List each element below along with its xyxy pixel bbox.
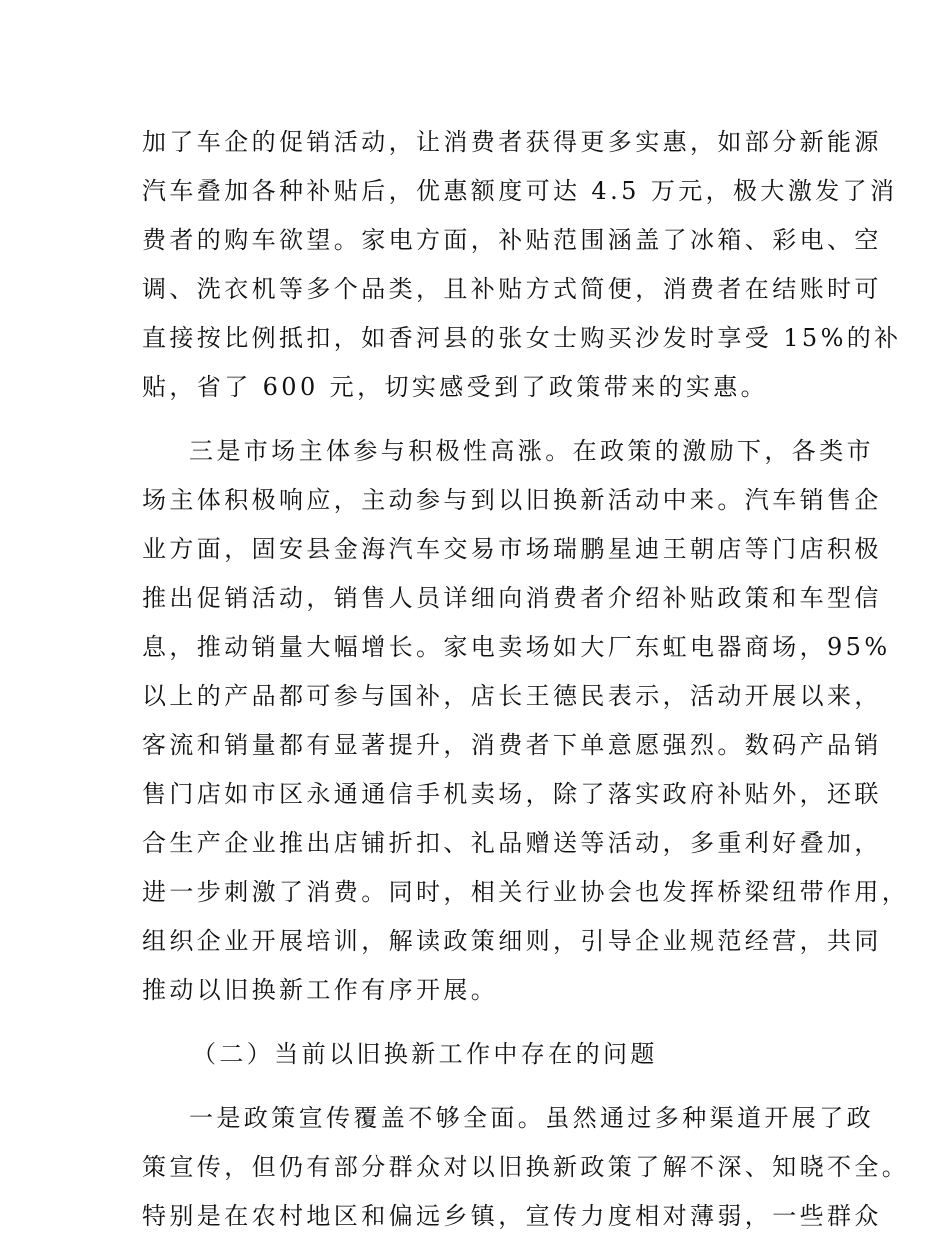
paragraph-publicity-issues [142,1094,910,1241]
text-line: 合生产企业推出店铺折扣、礼品赠送等活动，多重利好叠加， [142,829,882,857]
paragraph-spacer [142,412,827,427]
paragraph-market-participation [142,427,910,1015]
text-line: 以上的产品都可参与国补，店长王德民表示，活动开展以来， [142,682,882,710]
text-line: 进一步刺激了消费。同时，相关行业协会也发挥桥梁纽带作用， [142,878,910,906]
paragraph-spacer [142,1079,827,1094]
text-line: 客流和销量都有显著提升，消费者下单意愿强烈。数码产品销 [142,731,882,759]
text-line: 一是政策宣传覆盖不够全面。虽然通过多种渠道开展了政 [189,1104,874,1132]
text-line: 调、洗衣机等多个品类，且补贴方式简便，消费者在结账时可 [142,275,882,303]
section-heading: （二）当前以旧换新工作中存在的问题 [192,1040,658,1068]
text-line: 特别是在农村地区和偏远乡镇，宣传力度相对薄弱，一些群众 [142,1202,882,1230]
text-line: 息，推动销量大幅增长。家电卖场如大厂东虹电器商场，95% [142,633,891,661]
text-line: 费者的购车欲望。家电方面，补贴范围涵盖了冰箱、彩电、空 [142,226,882,254]
text-line: 场主体积极响应，主动参与到以旧换新活动中来。汽车销售企 [142,486,882,514]
text-line: 贴，省了 600 元，切实感受到了政策带来的实惠。 [142,373,769,401]
text-line: 加了车企的促销活动，让消费者获得更多实惠，如部分新能源 [142,128,882,156]
paragraph-spacer [142,1015,827,1030]
text-line: 策宣传，但仍有部分群众对以旧换新政策了解不深、知晓不全。 [142,1153,910,1181]
text-line: 汽车叠加各种补贴后，优惠额度可达 4.5 万元，极大激发了消 [142,177,898,205]
text-line: 推出促销活动，销售人员详细向消费者介绍补贴政策和车型信 [142,584,882,612]
text-line: 推动以旧换新工作有序开展。 [142,976,499,1004]
text-line: 三是市场主体参与积极性高涨。在政策的激励下，各类市 [189,437,874,465]
text-line: 售门店如市区永通通信手机卖场，除了落实政府补贴外，还联 [142,780,882,808]
text-line: 业方面，固安县金海汽车交易市场瑞鹏星迪王朝店等门店积极 [142,535,882,563]
text-line: 直接按比例抵扣，如香河县的张女士购买沙发时享受 15%的补 [142,324,902,352]
paragraph-consumer-benefits [142,118,902,412]
document-body [142,118,910,1241]
text-line: 组织企业开展培训，解读政策细则，引导企业规范经营，共同 [142,927,882,955]
